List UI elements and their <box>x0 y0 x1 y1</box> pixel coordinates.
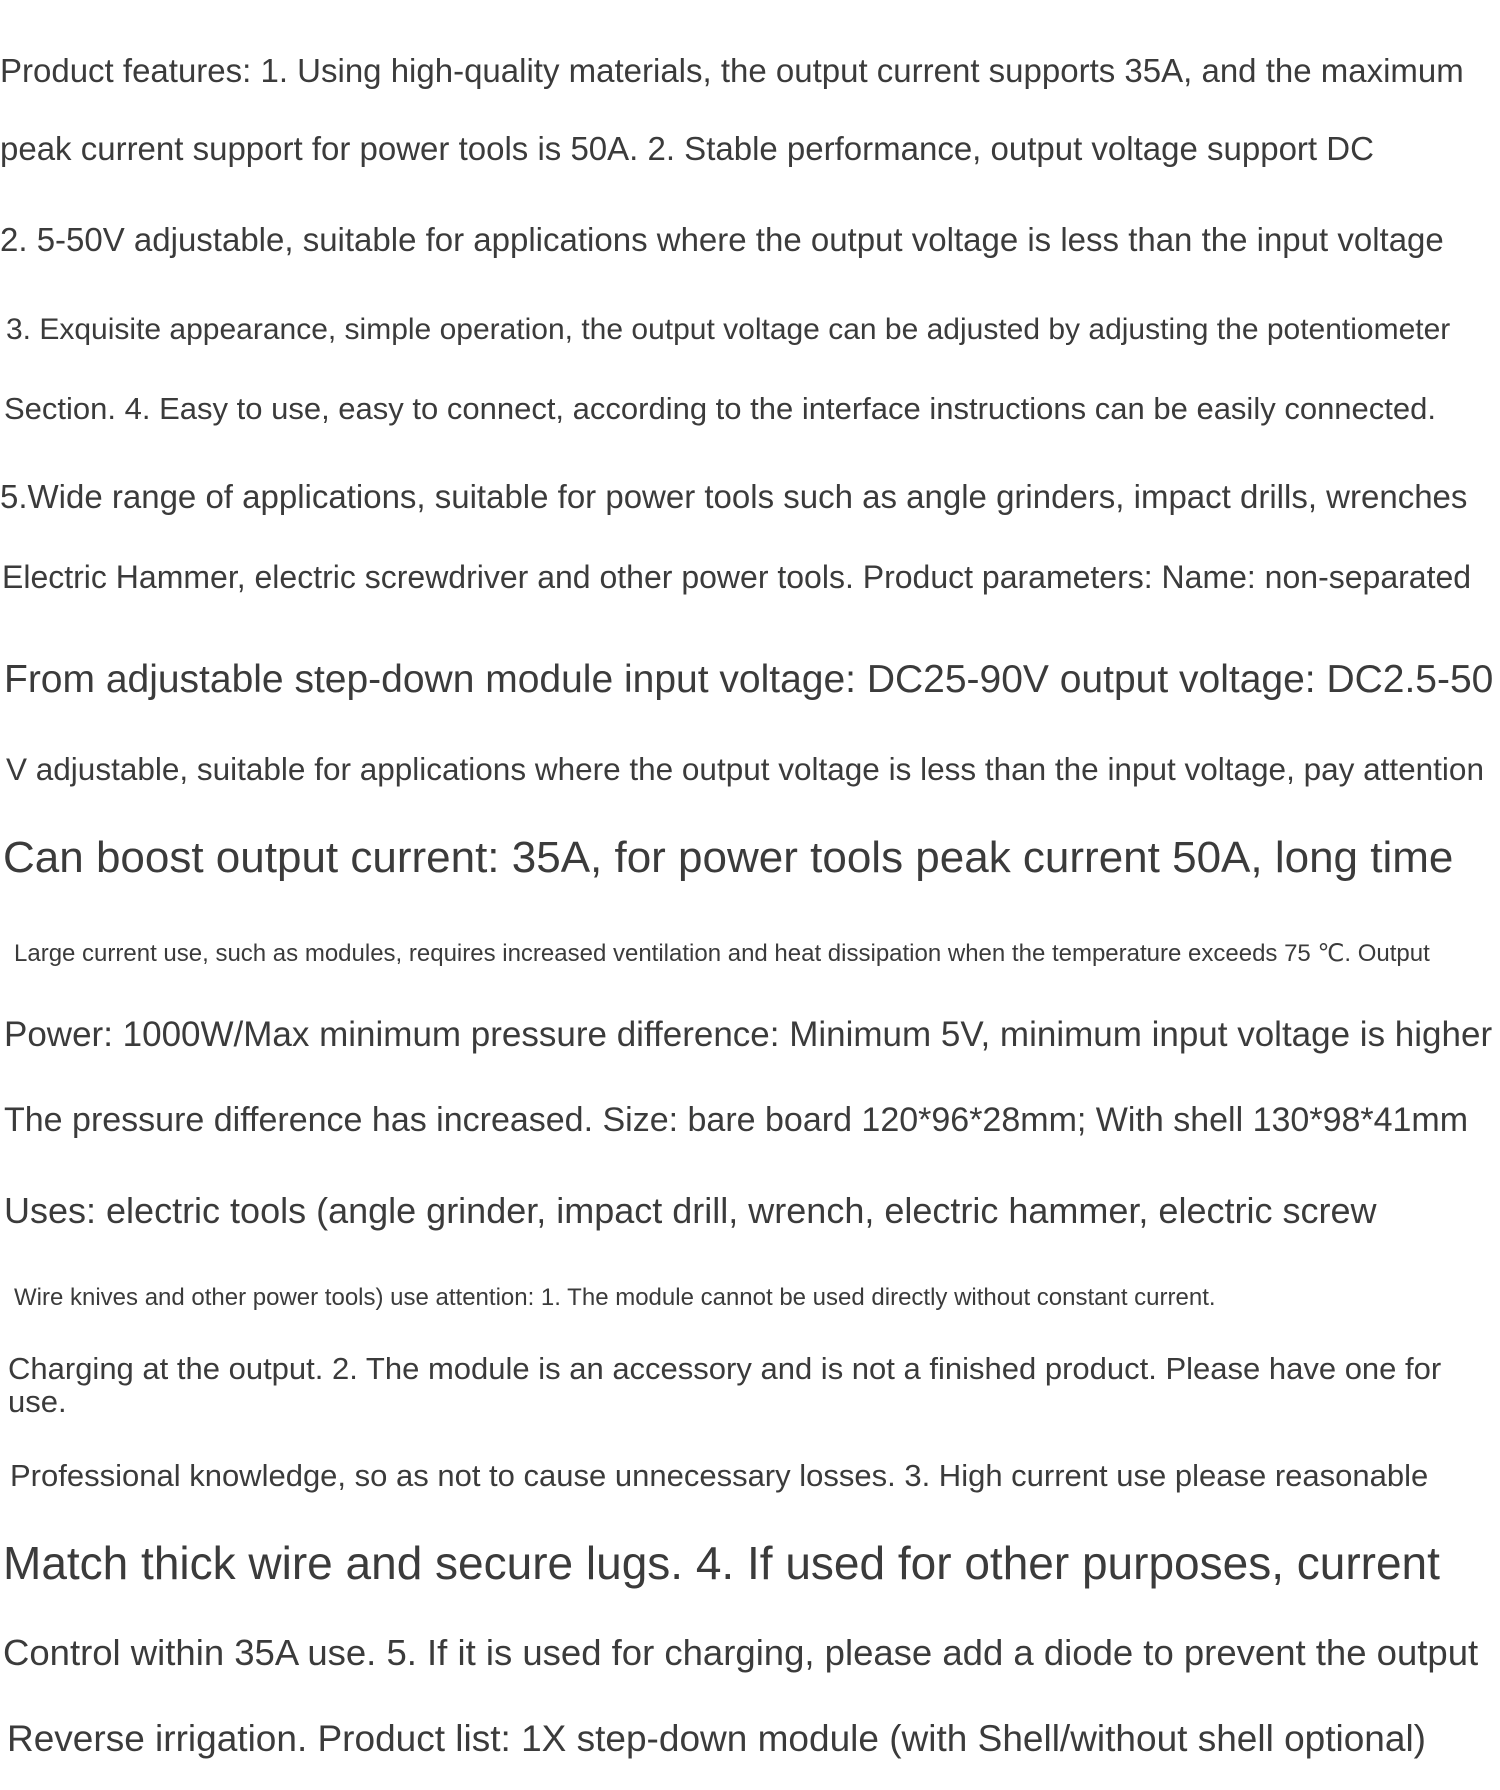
text-line-attention-2: Charging at the output. 2. The module is an accessory and is not a finished product. Please have one for use. <box>8 1351 1442 1419</box>
text-line-attention-1: Wire knives and other power tools) use attention: 1. The module cannot be used directly without constant current. <box>14 1284 1216 1311</box>
text-line-heat-dissipation: Large current use, such as modules, requires increased ventilation and heat dissipation when the temperature exceeds 75 ℃. Output <box>14 940 1430 967</box>
text-line-appearance: 3. Exquisite appearance, simple operation, the output voltage can be adjusted by adjusting the potentiometer <box>6 313 1451 346</box>
text-line-professional: Professional knowledge, so as not to cause unnecessary losses. 3. High current use please reasonable <box>10 1458 1429 1493</box>
text-line-voltage-range: 2. 5-50V adjustable, suitable for applications where the output voltage is less than the input voltage <box>0 221 1444 258</box>
text-line-size: The pressure difference has increased. Size: bare board 120*96*28mm; With shell 130*98*41mm <box>4 1101 1469 1139</box>
text-line-input-voltage: From adjustable step-down module input voltage: DC25-90V output voltage: DC2.5-50 <box>4 658 1494 701</box>
text-line-parameters-name: Electric Hammer, electric screwdriver and other power tools. Product parameters: Name: non-separated <box>2 559 1472 595</box>
text-line-easy-use: Section. 4. Easy to use, easy to connect, according to the interface instructions can be easily connected. <box>4 391 1436 426</box>
text-line-peak-current: peak current support for power tools is 50A. 2. Stable performance, output voltage support DC <box>0 130 1374 167</box>
text-line-diode: Control within 35A use. 5. If it is used for charging, please add a diode to prevent the output <box>3 1632 1479 1673</box>
text-line-features-intro: Product features: 1. Using high-quality materials, the output current supports 35A, and the maximum <box>0 52 1464 89</box>
text-line-applications: 5.Wide range of applications, suitable for power tools such as angle grinders, impact drills, wrenches <box>0 478 1468 515</box>
text-line-product-list: Reverse irrigation. Product list: 1X step-down module (with Shell/without shell optional) <box>7 1718 1427 1759</box>
text-line-output-current: Can boost output current: 35A, for power tools peak current 50A, long time <box>3 833 1454 882</box>
text-line-thick-wire: Match thick wire and secure lugs. 4. If used for other purposes, current <box>3 1537 1440 1589</box>
text-line-output-power: Power: 1000W/Max minimum pressure difference: Minimum 5V, minimum input voltage is higher <box>4 1015 1493 1054</box>
text-line-uses: Uses: electric tools (angle grinder, impact drill, wrench, electric hammer, electric screw <box>4 1190 1377 1231</box>
text-line-output-adjustable: V adjustable, suitable for applications where the output voltage is less than the input voltage, pay attention <box>6 751 1484 787</box>
